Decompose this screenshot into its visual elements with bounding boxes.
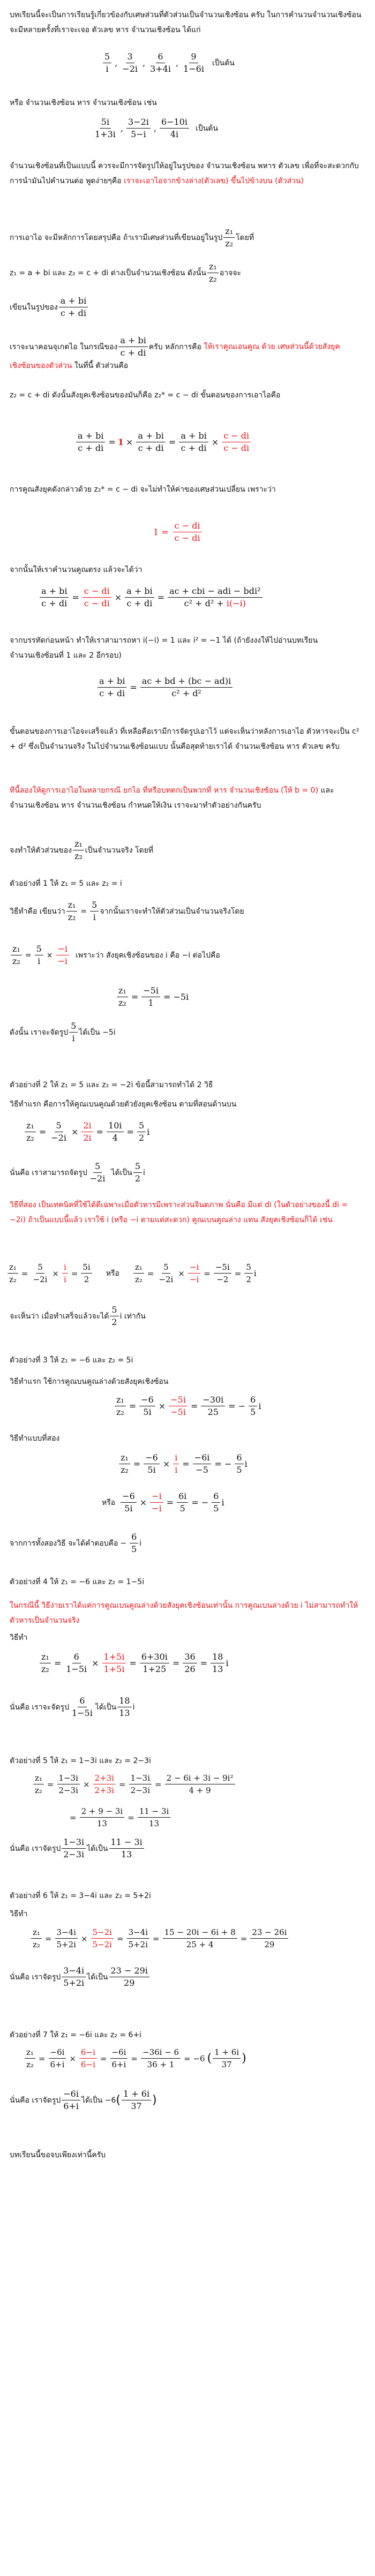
example-1-final: $\frac{\text{z₁}}{\text{z₂}}$ = $\frac{-5i}{1}$ = −5i [116,985,191,1008]
simplify-note: จากบรรทัดก่อนหน้า ทำให้เราสามารถหา i(−i) = 1 และ i² = −1 ได้ (ถ้ายังงงให้ไปอ่านบทเรียนจำนวนเชิงซ้อนที่ 1 และ 2 อีกรอบ) [10,636,318,660]
example-3-or: หรือ [102,1498,116,1507]
example-2-result: นั่นคือ เราสามารถจัดรูป $\frac{5}{-2i}$ ได้เป็น $\frac{5}{2}$ i [10,1161,145,1184]
example-2-note-text-b: i เท่ากัน [119,1312,146,1321]
process-text-b: โดยที่ [236,233,254,242]
multiply-text-c: ในที่นี้ ตัวส่วนคือ [74,361,129,370]
special-cases-highlight: ทีนี้ลองให้ดูการเอาไอในหลายกรณี ยกไอ ที่หรือบทตกเป็นพวกที่ หาร จำนวนเชิงซ้อน (ให้ b = 0) [10,786,319,795]
example-7-result: นั่นคือ เราจัดรูป $\frac{-6i}{6+i}$ ได้เป็น −6 ( $\frac{1 + 6i}{37}$ ) [10,2089,157,2111]
outro: บทเรียนนี้ขอจบเพียงเท่านี้ครับ [10,2151,106,2159]
example-2-method-2: วิธีที่สอง เป็นเทคนิคที่ใช้ได้ดีเฉพาะเมื่อตัวหารมีเพราะส่วนจินตภาพ นั่นคือ มีแต่ di (ในตัวอย่างของนี้ di = −2i) ถ้าเป็นแบบนี้แล้ว เราใช้ i (หรือ −i ตามแต่สะดวก) คูณเบนคูณล่าง แทน สังยุคเชิงซ้อนก็ได้ เช่น [10,1201,348,1224]
equation-one: 1 = $\frac{c - di}{c - di}$ [153,521,203,544]
z-definition: z₁ = a + bi และ z₂ = c + di ต่างเป็นจำนวนเชิงซ้อน ดังนั้น $\frac{\text{z₁}}{\text{z₂}}$ อาจจะ [10,261,242,284]
example-4-result: นั่นคือ เราจะจัดรูป $\frac{6}{1-5i}$ ได้เป็น $\frac{18}{13}$ i [10,1696,135,1718]
result-note: ขั้นตอนของการเอาไอจะเสร็จแล้ว ที่เหลือคือเรามีการจัดรูปเอาไว้ แต่จะเห็นว่าหลังการเอาไอ ตัวหารจะเป็น c² + d² ซึ่งเป็นจำนวนจริง ในไปจำนวนเชิงซ้อนแบบ นั้นคือสุดท้ายเราได้ จำนวนเชิงซ้อน หาร ตัวเลข ครับ [10,727,359,751]
example-4-eq: $\frac{\text{z₁}}{\text{z₂}}$ = $\frac{6}{1-5i}$ × $\frac{1+5i}{1+5i}$ = $\frac{6+30i}{1+25}$ = $\frac{36}{26}$ = $\frac{18}{13}$ i [39,1652,229,1675]
example-2-note-text: จะเห็นว่า เมื่อทำเสร็จแล้วจะได้ [10,1312,109,1321]
example-4-result-text-b: ได้เป็น [95,1703,117,1712]
example-5-result-text-b: ได้เป็น [87,1844,108,1853]
example-2-note: จะเห็นว่า เมื่อทำเสร็จแล้วจะได้ $\frac{5}{2}$ i เท่ากัน [10,1305,146,1327]
example-7-result-text-b: ได้เป็น −6 [81,2096,116,2105]
expand-note: จากนั้นให้เราคำนวนคูณตรง แล้วจะได้ว่า [10,566,142,574]
example-6-result-text-b: ได้เป็น [87,1972,108,1982]
examples-number-over-complex: $\frac{5}{i}$ , $\frac{3}{-2i}$ , $\frac{6}{3+4i}$ , $\frac{9}{1-6i}$ เป็นต้น [102,51,235,74]
goal-text-b: เป็นจำนวนจริง โดยที่ [85,846,154,855]
example-7-title: ตัวอย่างที่ 7 ให้ z₁ = −6i และ z₂ = 6+i [10,2031,142,2039]
example-3-method: วิธีทำแรก ใช้การคูณบนคูณล่างด้วยสังยุคเชิงซ้อน [10,1377,169,1386]
goal-line: จงทำให้ตัวส่วนของ $\frac{\text{z₁}}{\text{z₂}}$ เป็นจำนวนจริง โดยที่ [10,839,154,861]
example-3-eq-2: $\frac{\text{z₁}}{\text{z₂}}$ = $\frac{-6}{5i}$ × $\frac{i}{i}$ = $\frac{-6i}{-5}$ = − $\frac{6}{5}$ i [118,1452,248,1475]
example-5-title: ตัวอย่างที่ 5 ให้ z₁ = 1−3i และ z₂ = 2−3i [10,1757,151,1765]
example-3-eq-1: $\frac{\text{z₁}}{\text{z₂}}$ = $\frac{-6}{5i}$ × $\frac{-5i}{-5i}$ = $\frac{-30i}{25}$ = − $\frac{6}{5}$ i [114,1395,261,1418]
example-6-result-text: นั่นคือ เราจัดรูป [10,1972,61,1982]
example-3-note-text: จากการทั้งสองวิธี จะได้คำตอบคือ [10,1539,118,1548]
z-definition-text-b: อาจจะ [219,268,242,277]
example-5-result: นั่นคือ เราจัดรูป $\frac{1-3i}{2-3i}$ ได้เป็น $\frac{11 - 3i}{13}$ [10,1837,365,1860]
process-line: การเอาไอ จะมีหลักการโดยสรุปคือ ถ้าเรามีเศษส่วนที่เขียนอยู่ในรูป $\frac{\text{z₁}}{\text{z₂}}$ โดยที่ [10,226,254,248]
example-2-eq-1: $\frac{\text{z₁}}{\text{z₂}}$ = $\frac{5}{-2i}$ × $\frac{2i}{2i}$ = $\frac{10i}{4}$ = $\frac{5}{2}$ i [24,1120,149,1143]
paragraph-2-highlight: เราจะเอาไอจากข้างล่าง(ตัวเลข) ขึ้นไปข้างบน (ตัวส่วน) [124,177,304,185]
example-2-result-text: นั่นคือ เราสามารถจัดรูป [10,1168,87,1177]
example-1-final-value: = −5i [163,992,189,1002]
example-1-conclusion-text-b: ได้เป็น −5i [79,1028,116,1037]
example-2-title: ตัวอย่างที่ 2 ให้ z₁ = 5 และ z₂ = −2i ข้อนี้สามารถทำได้ 2 วิธี [10,1081,213,1089]
example-5-result-text: นั่นคือ เราจัดรูป [10,1844,61,1853]
example-1-method-text-b: จากนั้นเราจะทำให้ตัวส่วนเป็นจำนวนจริงโดย [100,907,244,916]
example-4-red-note: ในกรณีนี้ วิธีง่ายเราได้แค่การคูณเบนคูณล่างด้วยสังยุคเชิงซ้อนเท่านั้น การคูณเบนล่างด้วย i ไม่สามารถทำให้ตัวหารเป็นจำนวนจริง [10,1601,358,1625]
example-1-conclusion: ดังนั้น เราจะจัดรูป $\frac{5}{i}$ ได้เป็น −5i [10,1021,116,1043]
one-note: การคูณสังยุคดังกล่าวด้วย z₂* = c − di จะไม่ทำให้ค่าของเศษส่วนเปลี่ยน เพราะว่า [10,485,276,494]
equation-simplify: $\frac{a + bi}{c + di}$ = $\frac{ac + bd + (bc - ad)i}{\text{c² + d²}}$ [96,676,234,699]
multiply-highlight: ให้เราคูณเอนคูณ ด้วย เศษส่วนนี้ด้วยสังยุคเชิงซ้อนของตัวส่วน [10,342,340,370]
example-3-eq-3: หรือ $\frac{-6}{5i}$ × $\frac{-i}{-i}$ = $\frac{6i}{5}$ = − $\frac{6}{5}$ i [102,1491,224,1513]
intro-paragraph: บทเรียนนี้จะเป็นการเรียนรู้เกี่ยวข้องกับเศษส่วนที่ตัวส่วนเป็นจำนวนเชิงซ้อน ครับ ในการคำนวนจำนวนเชิงซ้อน จะมีหลายครั้งที่เราจะเจอ ตัวเลข หาร จำนวนเชิงซ้อน ได้แก่ [10,11,362,34]
example-5-eq: $\frac{\text{z₁}}{\text{z₂}}$ = $\frac{1-3i}{2-3i}$ × $\frac{2+3i}{2+3i}$ = $\frac{1-3i}{2-3i}$ = $\frac{\text{2 − 6i + 3i − 9i²}}{4 + 9}$ [32,1773,236,1796]
equation-conjugate: $\frac{a + bi}{c + di}$ = 1 × $\frac{a + bi}{c + di}$ = $\frac{a + bi}{c + di}$ × $\frac{c - di}{c - di}$ [75,431,252,454]
example-1-conclusion-text: ดังนั้น เราจะจัดรูป [10,1028,69,1037]
process-text: การเอาไอ จะมีหลักการโดยสรุปคือ ถ้าเรามีเศษส่วนที่เขียนอยู่ในรูป [10,233,223,242]
paragraph-2 [10,159,365,189]
multiply-text: เราจะนาคอนจุเกตไอ ในกรณีของ [10,342,118,351]
example-3-note: จากการทั้งสองวิธี จะได้คำตอบคือ − $\frac{6}{5}$ i [10,1532,142,1554]
example-2-eq-2: $\frac{\text{z₁}}{\text{z₂}}$ = $\frac{5}{-2i}$ × $\frac{i}{i}$ = $\frac{5i}{2}$ หรือ $\frac{\text{z₁}}{\text{z₂}}$ = $\frac{5}{-2i}$ × $\frac{-i}{-i}$ = $\frac{-5i}{-2}$ = $\frac{5}{2}$ i [6,1262,257,1285]
etc-label-1: เป็นต้น [212,58,235,67]
example-4-result-text: นั่นคือ เราจะจัดรูป [10,1703,69,1712]
example-7-result-text: นั่นคือ เราจัดรูป [10,2096,61,2105]
example-6-result: นั่นคือ เราจัดรูป $\frac{3-4i}{5+2i}$ ได้เป็น $\frac{23 - 29i}{29}$ [10,1965,365,1989]
examples-complex-over-complex: $\frac{5i}{1+3i}$ , $\frac{3-2i}{5-i}$ , $\frac{6-10i}{4i}$ เป็นต้น [95,117,218,139]
example-1-method: วิธีทำคือ เขียนว่า $\frac{\text{z₁}}{\text{z₂}}$ = $\frac{5}{i}$ จากนั้นเราจะทำให้ตัวส่วนเป็นจำนวนจริงโดย [10,900,244,922]
example-5-eq-b: = $\frac{2 + 9 - 3i}{13}$ = $\frac{11 - 3i}{13}$ [68,1806,171,1829]
special-cases-text: และ จำนวนเชิงซ้อน หาร จำนวนเชิงซ้อน กำหนดให้เงิน เราจะมาทำตัวอย่างกันครับ [10,786,334,810]
example-2-method: วิธีทำแรก คือการให้คูณเบนคูณด้วยตัวยังยุคเชิงซ้อน ตามที่สอนด้านบน [10,1100,237,1109]
conjugate-line: z₂ = c + di ดังนั้นสังยุคเชิงซ้อนของมันก็คือ z₂* = c − di ขั้นตอนของการเอาไอคือ [10,391,281,400]
equation-expand: $\frac{a + bi}{c + di}$ = $\frac{c - di}{c - di}$ × $\frac{a + bi}{c + di}$ = $\frac{\text{ac + cbi − adi − bdi²}}{\text{c² + d² + i(−i)}}$ [39,586,264,609]
example-3-method-2: วิธีทำแบบที่สอง [10,1434,60,1443]
write-as-text: เขียนในรูปของ [10,303,58,312]
etc-label-2: เป็นต้น [196,124,218,133]
multiply-text-b: ครับ หลักการคือ [148,342,201,351]
example-1-step: $\frac{\text{z₁}}{\text{z₂}}$ = $\frac{5}{i}$ × $\frac{-i}{-i}$ เพราะว่า สังยุคเชิงซ้อนของ i คือ −i ต่อไปคือ [10,944,365,967]
goal-text: จงทำให้ตัวส่วนของ [10,846,72,855]
example-3-title: ตัวอย่างที่ 3 ให้ z₁ = −6 และ z₂ = 5i [10,1356,133,1365]
special-cases-paragraph [10,783,365,813]
example-4-title: ตัวอย่างที่ 4 ให้ z₁ = −6 และ z₂ = 1−5i [10,1578,145,1586]
example-1-title: ตัวอย่างที่ 1 ให้ z₁ = 5 และ z₂ = i [10,879,122,888]
multiply-paragraph: เราจะนาคอนจุเกตไอ ในกรณีของ $\frac{a + bi}{c + di}$ ครับ หลักการคือ ให้เราคูณเอนคูณ ด้วย เศษส่วนนี้ด้วยสังยุคเชิงซ้อนของตัวส่วน ในที่นี้ ตัวส่วนคือ [10,335,340,370]
example-1-step-note: เพราะว่า สังยุคเชิงซ้อนของ i คือ −i ต่อไปคือ [76,951,220,960]
example-7-eq: $\frac{\text{z₁}}{\text{z₂}}$ = $\frac{-6i}{6+i}$ × $\frac{6-i}{6-i}$ = $\frac{-6i}{6+i}$ = $\frac{-36i - 6}{36 + 1}$ = −6 ( $\frac{1 + 6i}{37}$ ) [24,2047,246,2070]
example-4-method: วิธีทำ [10,1633,28,1642]
z-definition-text: z₁ = a + bi และ z₂ = c + di ต่างเป็นจำนวนเชิงซ้อน ดังนั้น [10,268,206,277]
example-6-eq: $\frac{\text{z₁}}{\text{z₂}}$ = $\frac{3-4i}{5+2i}$ × $\frac{5-2i}{5-2i}$ = $\frac{3-4i}{5+2i}$ = $\frac{15 - 20i - 6i + 8}{25 + 4}$ = $\frac{23 - 26i}{29}$ [30,1927,289,1950]
example-6-method: วิธีทำ [10,1910,28,1918]
example-1-method-text: วิธีทำคือ เขียนว่า [10,907,65,916]
example-6-title: ตัวอย่างที่ 6 ให้ z₁ = 3−4i และ z₂ = 5+2i [10,1892,151,1900]
or-text: หรือ จำนวนเชิงซ้อน หาร จำนวนเชิงซ้อน เช่น [10,99,157,107]
paragraph-2-text: จำนวนเชิงซ้อนที่เป็นแบบนี้ ควรจะมีการจัดรูปให้อยู่ในรูปของ จำนวนเชิงซ้อน พหาร ตัวเลข เพื่อที่จะสะดวกกับการนำมันไปคำนวนต่อ พูดง่ายๆคือ [10,162,359,185]
write-as-line: เขียนในรูปของ $\frac{a + bi}{c + di}$ [10,296,365,319]
